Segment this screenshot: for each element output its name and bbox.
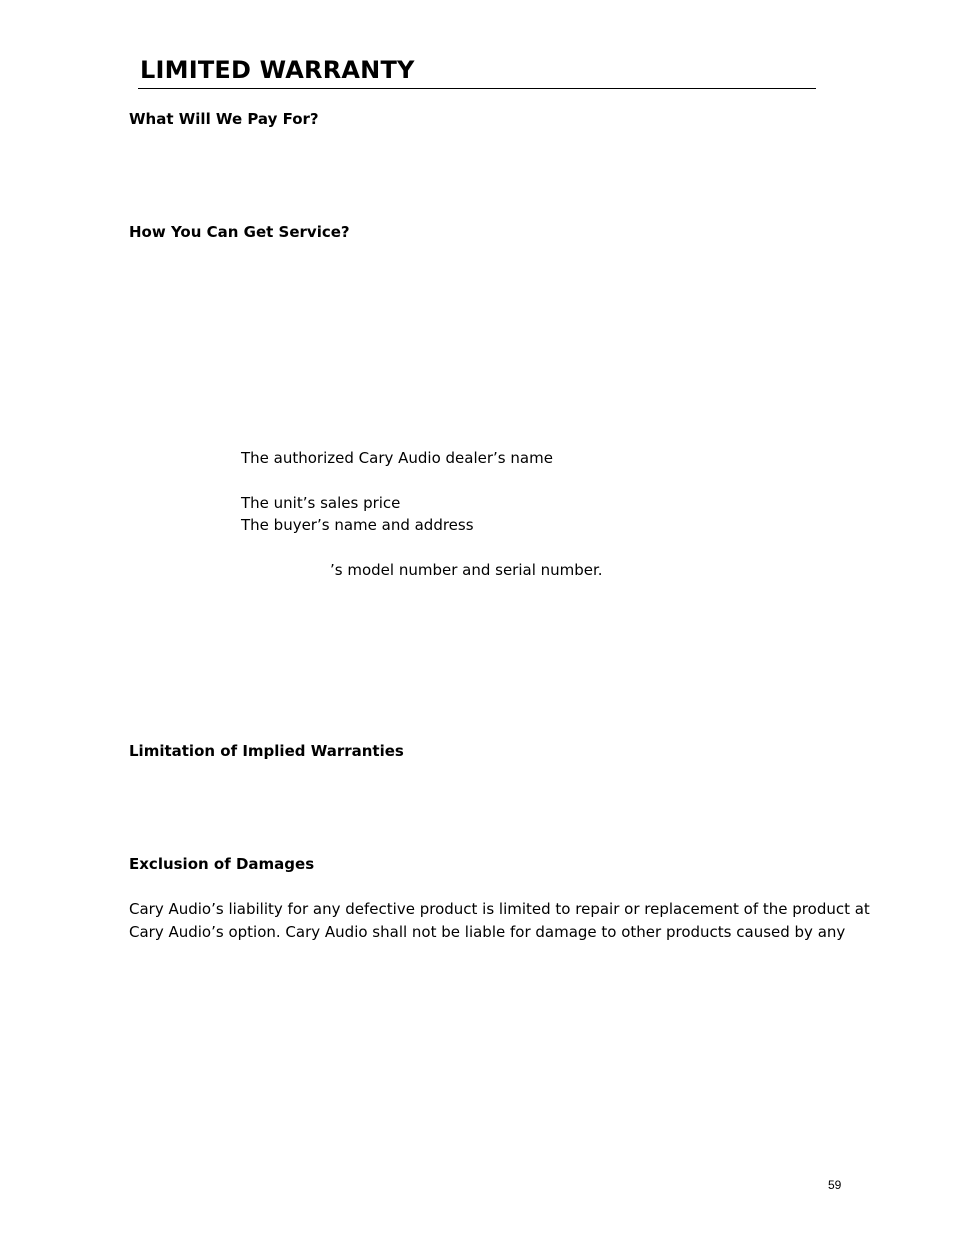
title-underline bbox=[138, 88, 816, 89]
receipt-item-buyer-name-address: The buyer’s name and address bbox=[241, 516, 474, 534]
exclusion-of-damages-paragraph bbox=[129, 898, 870, 944]
heading-what-will-we-pay-for: What Will We Pay For? bbox=[129, 110, 319, 128]
receipt-item-sales-price: The unit’s sales price bbox=[241, 494, 401, 512]
page-number: 59 bbox=[828, 1178, 842, 1192]
receipt-item-model-serial: ’s model number and serial number. bbox=[330, 561, 603, 579]
receipt-item-dealer-name: The authorized Cary Audio dealer’s name bbox=[241, 449, 553, 467]
heading-how-you-can-get-service: How You Can Get Service? bbox=[129, 223, 350, 241]
paragraph-line: Cary Audio’s liability for any defective product is limited to repair or replacement of the product at bbox=[129, 900, 870, 918]
paragraph-line: Cary Audio’s option. Cary Audio shall not be liable for damage to other products caused by any bbox=[129, 923, 846, 941]
heading-exclusion-of-damages: Exclusion of Damages bbox=[129, 855, 315, 873]
page-title: LIMITED WARRANTY bbox=[140, 56, 415, 84]
heading-limitation-of-implied-warranties: Limitation of Implied Warranties bbox=[129, 742, 404, 760]
